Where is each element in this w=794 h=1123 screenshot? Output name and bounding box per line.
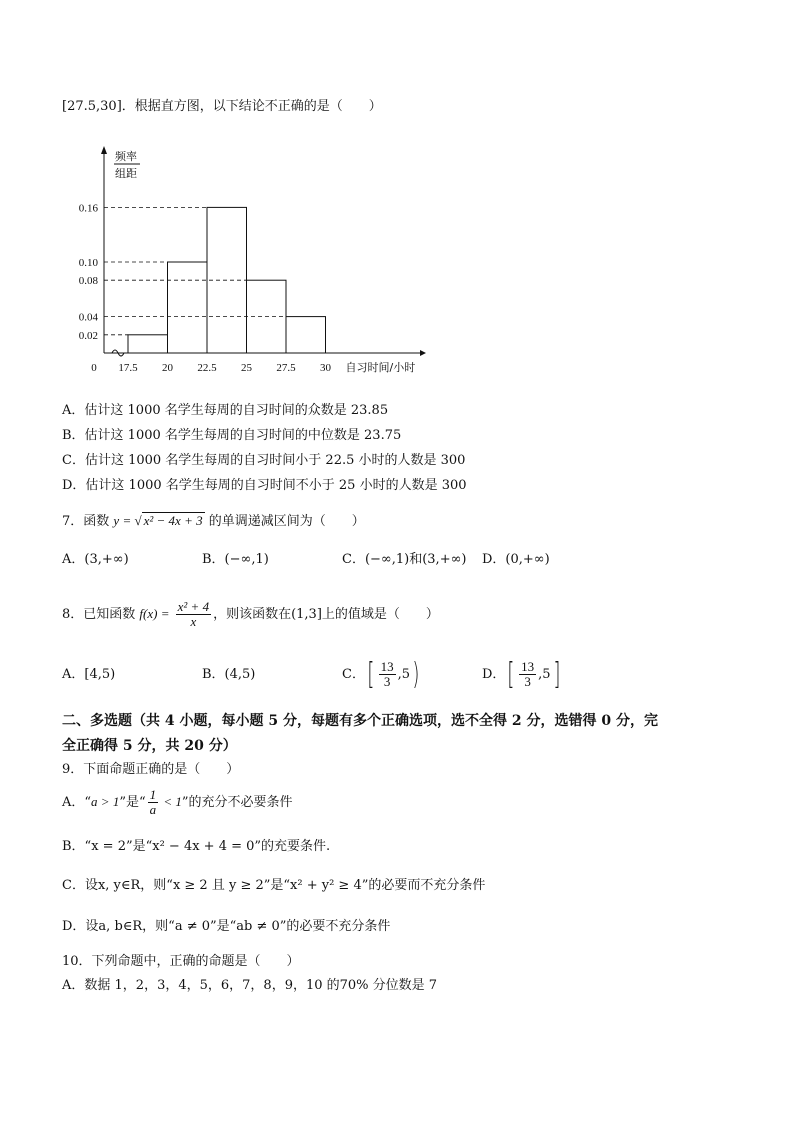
q10-option-a: A．数据 1，2，3，4，5，6，7，8，9，10 的70% 分位数是 7 xyxy=(62,978,438,993)
y-tick-label: 0.02 xyxy=(78,329,98,342)
x-tick-label: 20 xyxy=(162,362,173,374)
q6-option-a: A．估计这 1000 名学生每周的自习时间的众数是 23.85 xyxy=(62,403,389,418)
y-axis-label-bottom: 组距 xyxy=(115,167,137,180)
histogram-bar xyxy=(168,262,208,353)
q6-option-d: D．估计这 1000 名学生每周的自习时间不小于 25 小时的人数是 300 xyxy=(62,478,467,493)
q8-option-c: C．[ $\frac{13}{3}$ ,5) xyxy=(342,656,420,692)
q7-options xyxy=(62,551,550,569)
y-tick-label: 0.10 xyxy=(78,257,98,269)
section2-heading-line1: 二、多选题（共 4 小题，每小题 5 分，每题有多个正确选项，选不全得 2 分，选错得 0 分，完 xyxy=(62,713,658,729)
q9-option-a: A．“a > 1”是“ $\frac{1}{a}$ < 1”的充分不必要条件 xyxy=(62,787,293,817)
x-tick-label: 25 xyxy=(241,362,252,374)
q9-stem: 9．下面命题正确的是（ ） xyxy=(62,762,240,777)
q9-option-c: C．设x, y∈R，则“x ≥ 2 且 y ≥ 2”是“x² + y² ≥ 4”的必要而不充分条件 xyxy=(62,878,486,893)
x-tick-label: 30 xyxy=(320,362,331,374)
q6-option-c: C．估计这 1000 名学生每周的自习时间小于 22.5 小时的人数是 300 xyxy=(62,453,466,468)
q7-stem: 7．函数 y = √ x² − 4x + 3 的单调递减区间为（ ） xyxy=(62,513,365,529)
q10-stem: 10．下列命题中，正确的命题是（ ） xyxy=(62,954,300,969)
section2-heading-line2: 全正确得 5 分，共 20 分） xyxy=(62,738,237,754)
q9-option-b: B．“x = 2”是“x² − 4x + 4 = 0”的充要条件. xyxy=(62,839,331,854)
q8-option-b: B．(4,5) xyxy=(202,667,256,682)
q7-option-d: D．(0,+∞) xyxy=(482,552,550,567)
histogram-bar xyxy=(286,317,326,353)
q8-stem: 8．已知函数 f(x) = $\frac{\text{x² + 4}}{x}$ ，则该函数在(1,3]上的值域是（ ） xyxy=(62,599,439,629)
q8-option-a: A．[4,5) xyxy=(62,667,116,682)
q7-option-a: A．(3,+∞) xyxy=(62,552,129,567)
x-tick-label: 27.5 xyxy=(276,362,296,374)
q8-fraction: $\frac{\text{x² + 4}}{x}$ xyxy=(177,599,210,629)
y-axis-label-top: 频率 xyxy=(115,150,137,163)
x-axis-arrow xyxy=(420,350,426,356)
y-tick-label: 0.04 xyxy=(78,311,98,324)
x-tick-label: 17.5 xyxy=(118,362,138,374)
histogram-bar xyxy=(128,335,168,353)
y-tick-label: 0.08 xyxy=(78,275,98,288)
q8-option-d: D．[ $\frac{13}{3}$ ,5] xyxy=(482,656,560,692)
q7-option-c: C．(−∞,1)和(3,+∞) xyxy=(342,552,467,567)
x-tick-label: 22.5 xyxy=(197,362,217,374)
origin-label: 0 xyxy=(91,362,97,374)
y-tick-label: 0.16 xyxy=(78,202,98,215)
q7-option-b: B．(−∞,1) xyxy=(202,552,269,567)
q6-intro: [27.5,30]．根据直方图，以下结论不正确的是（ ） xyxy=(62,99,382,114)
x-axis-label: 自习时间/小时 xyxy=(345,361,416,374)
q6-option-b: B．估计这 1000 名学生每周的自习时间的中位数是 23.75 xyxy=(62,428,402,443)
q9-option-d: D．设a, b∈R，则“a ≠ 0”是“ab ≠ 0”的必要不充分条件 xyxy=(62,919,391,934)
histogram-chart xyxy=(60,140,440,380)
q7-radicand: x² − 4x + 3 xyxy=(143,513,203,528)
y-axis-arrow xyxy=(101,146,107,154)
q8-options xyxy=(62,655,562,695)
